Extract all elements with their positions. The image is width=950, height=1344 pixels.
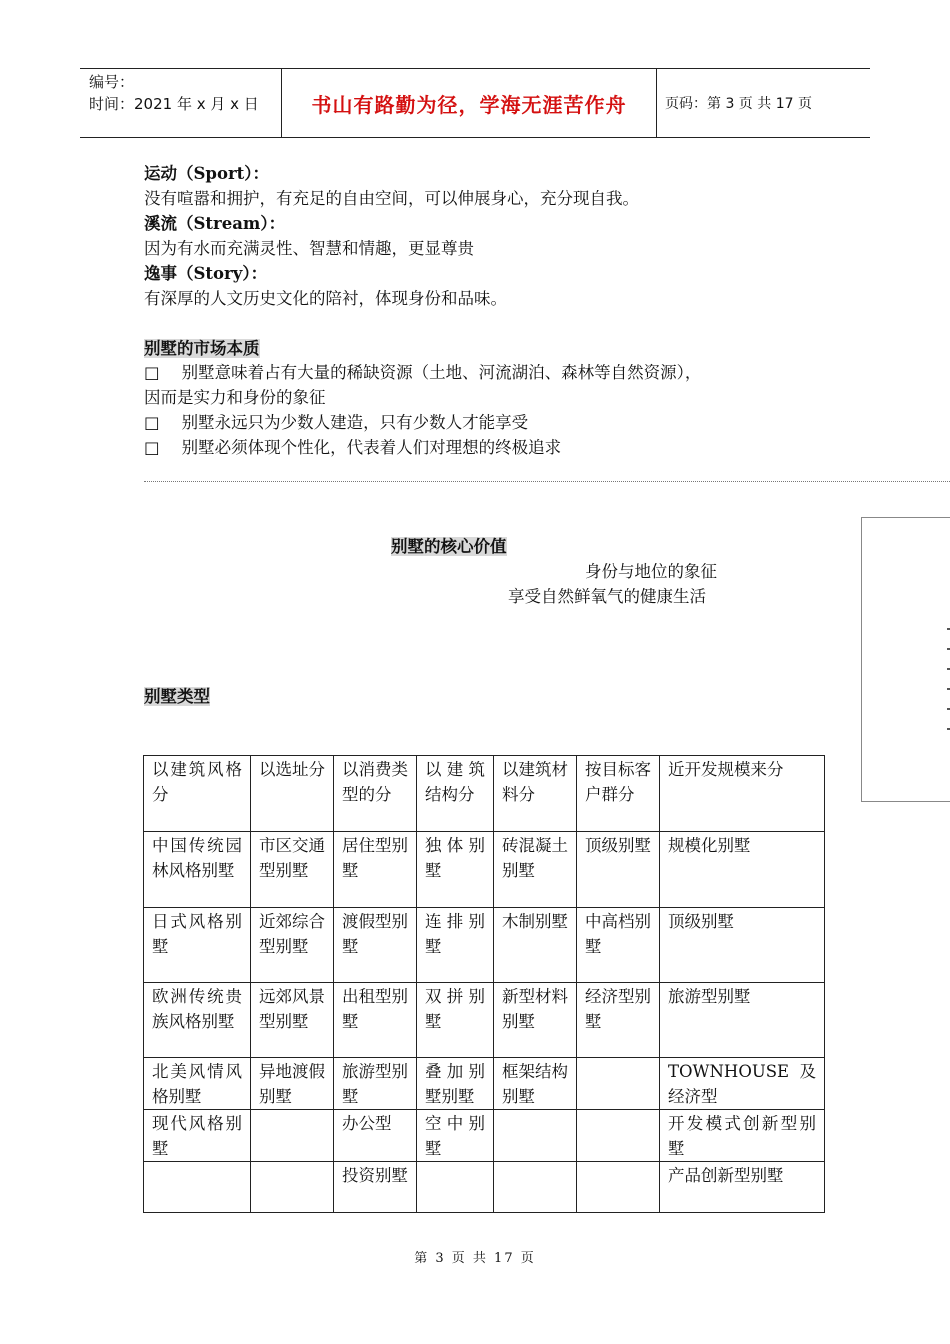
table-cell: 叠加别墅别墅 [417,1058,494,1110]
dotted-divider [144,481,950,482]
table-cell: 北美风情风格别墅 [144,1058,251,1110]
table-cell: 中国传统园林风格别墅 [144,832,251,908]
stream-text: 因为有水而充满灵性、智慧和情趣，更显尊贵 [144,239,474,258]
table-cell: 独体别墅 [417,832,494,908]
table-cell [494,1110,577,1162]
story-title: 逸事（Story）： [144,264,268,283]
checkbox-icon: □ [144,363,160,382]
table-header-cell: 近开发规模来分 [660,756,825,832]
checkbox-icon: □ [144,438,160,457]
table-header-cell: 以消费类型的分 [334,756,417,832]
time-label: 时间：2021 年 x 月 x 日 [89,95,259,113]
header-meta [80,69,282,137]
table-cell: 近郊综合型别墅 [251,908,334,983]
table-cell: 规模化别墅 [660,832,825,908]
core-heading-text: 别墅的核心价值 [391,537,507,556]
core-line-1: 身份与地位的象征 [585,562,717,581]
table-row [144,1162,825,1213]
header-page-info: 页码：第 3 页 共 17 页 [665,96,812,112]
table-cell: 现代风格别墅 [144,1110,251,1162]
table-cell: 顶级别墅 [660,908,825,983]
table-cell [577,1110,660,1162]
table-cell: 木制别墅 [494,908,577,983]
table-header-cell: 按目标客户群分 [577,756,660,832]
table-cell: 渡假型别墅 [334,908,417,983]
table-cell: 远郊风景型别墅 [251,983,334,1058]
table-cell [251,1162,334,1213]
page-header [80,68,870,138]
table-cell [144,1162,251,1213]
sport-text: 没有喧嚣和拥护，有充足的自由空间，可以伸展身心，充分现自我。 [144,189,639,208]
table-cell: 开发模式创新型别墅 [660,1110,825,1162]
header-motto: 书山有路勤为径，学海无涯苦作舟 [282,69,657,137]
market-item-2 [144,409,528,433]
table-header-cell: 以建筑结构分 [417,756,494,832]
table-cell: TOWNHOUSE 及经济型 [660,1058,825,1110]
table-cell: 双拼别墅 [417,983,494,1058]
table-cell [577,1058,660,1110]
market-heading-text: 别墅的市场本质 [144,339,260,358]
table-cell: 居住型别墅 [334,832,417,908]
page-footer: 第 3 页 共 17 页 [414,1251,536,1266]
table-cell: 异地渡假别墅 [251,1058,334,1110]
types-heading [144,683,210,707]
number-label: 编号： [89,73,135,91]
story-text: 有深厚的人文历史文化的陪衬，体现身份和品味。 [144,289,507,308]
table-header-cell: 以建筑风格分 [144,756,251,832]
table-cell: 产品创新型别墅 [660,1162,825,1213]
table-row [144,1058,825,1110]
market-item-3-text: 别墅必须体现个性化，代表着人们对理想的终极追求 [181,438,562,457]
stream-title: 溪流（Stream）： [144,214,286,233]
table-header-row [144,756,825,832]
table-cell [494,1162,577,1213]
table-cell [417,1162,494,1213]
table-cell: 日式风格别墅 [144,908,251,983]
table-cell: 砖混凝土别墅 [494,832,577,908]
table-row [144,908,825,983]
table-cell: 顶级别墅 [577,832,660,908]
table-cell: 新型材料别墅 [494,983,577,1058]
table-cell [577,1162,660,1213]
table-cell: 投资别墅 [334,1162,417,1213]
market-item-1-text: 别墅意味着占有大量的稀缺资源（土地、河流湖泊、森林等自然资源）， [181,363,702,382]
market-item-1 [144,359,701,383]
table-row [144,1110,825,1162]
table-header-cell: 以选址分 [251,756,334,832]
checkbox-icon: □ [144,413,160,432]
table-header-cell: 以建筑材料分 [494,756,577,832]
market-item-3 [144,434,561,458]
market-item-2-text: 别墅永远只为少数人建造，只有少数人才能享受 [181,413,529,432]
table-cell: 旅游型别墅 [334,1058,417,1110]
table-cell: 欧洲传统贵族风格别墅 [144,983,251,1058]
villa-types-table [143,755,825,1213]
core-heading [391,533,507,557]
sport-title: 运动（Sport）： [144,164,270,183]
table-cell: 框架结构别墅 [494,1058,577,1110]
table-row [144,832,825,908]
core-line-2: 享受自然鲜氧气的健康生活 [508,587,706,606]
table-cell: 出租型别墅 [334,983,417,1058]
table-cell: 旅游型别墅 [660,983,825,1058]
table-cell: 空中别墅 [417,1110,494,1162]
market-heading [144,335,260,359]
table-cell: 市区交通型别墅 [251,832,334,908]
table-cell: 连排别墅 [417,908,494,983]
side-frame [861,517,950,802]
table-cell: 经济型别墅 [577,983,660,1058]
types-heading-text: 别墅类型 [144,687,210,706]
table-cell: 中高档别墅 [577,908,660,983]
market-item-1-cont: 因而是实力和身份的象征 [144,388,326,407]
table-cell [251,1110,334,1162]
table-row [144,983,825,1058]
table-cell: 办公型 [334,1110,417,1162]
